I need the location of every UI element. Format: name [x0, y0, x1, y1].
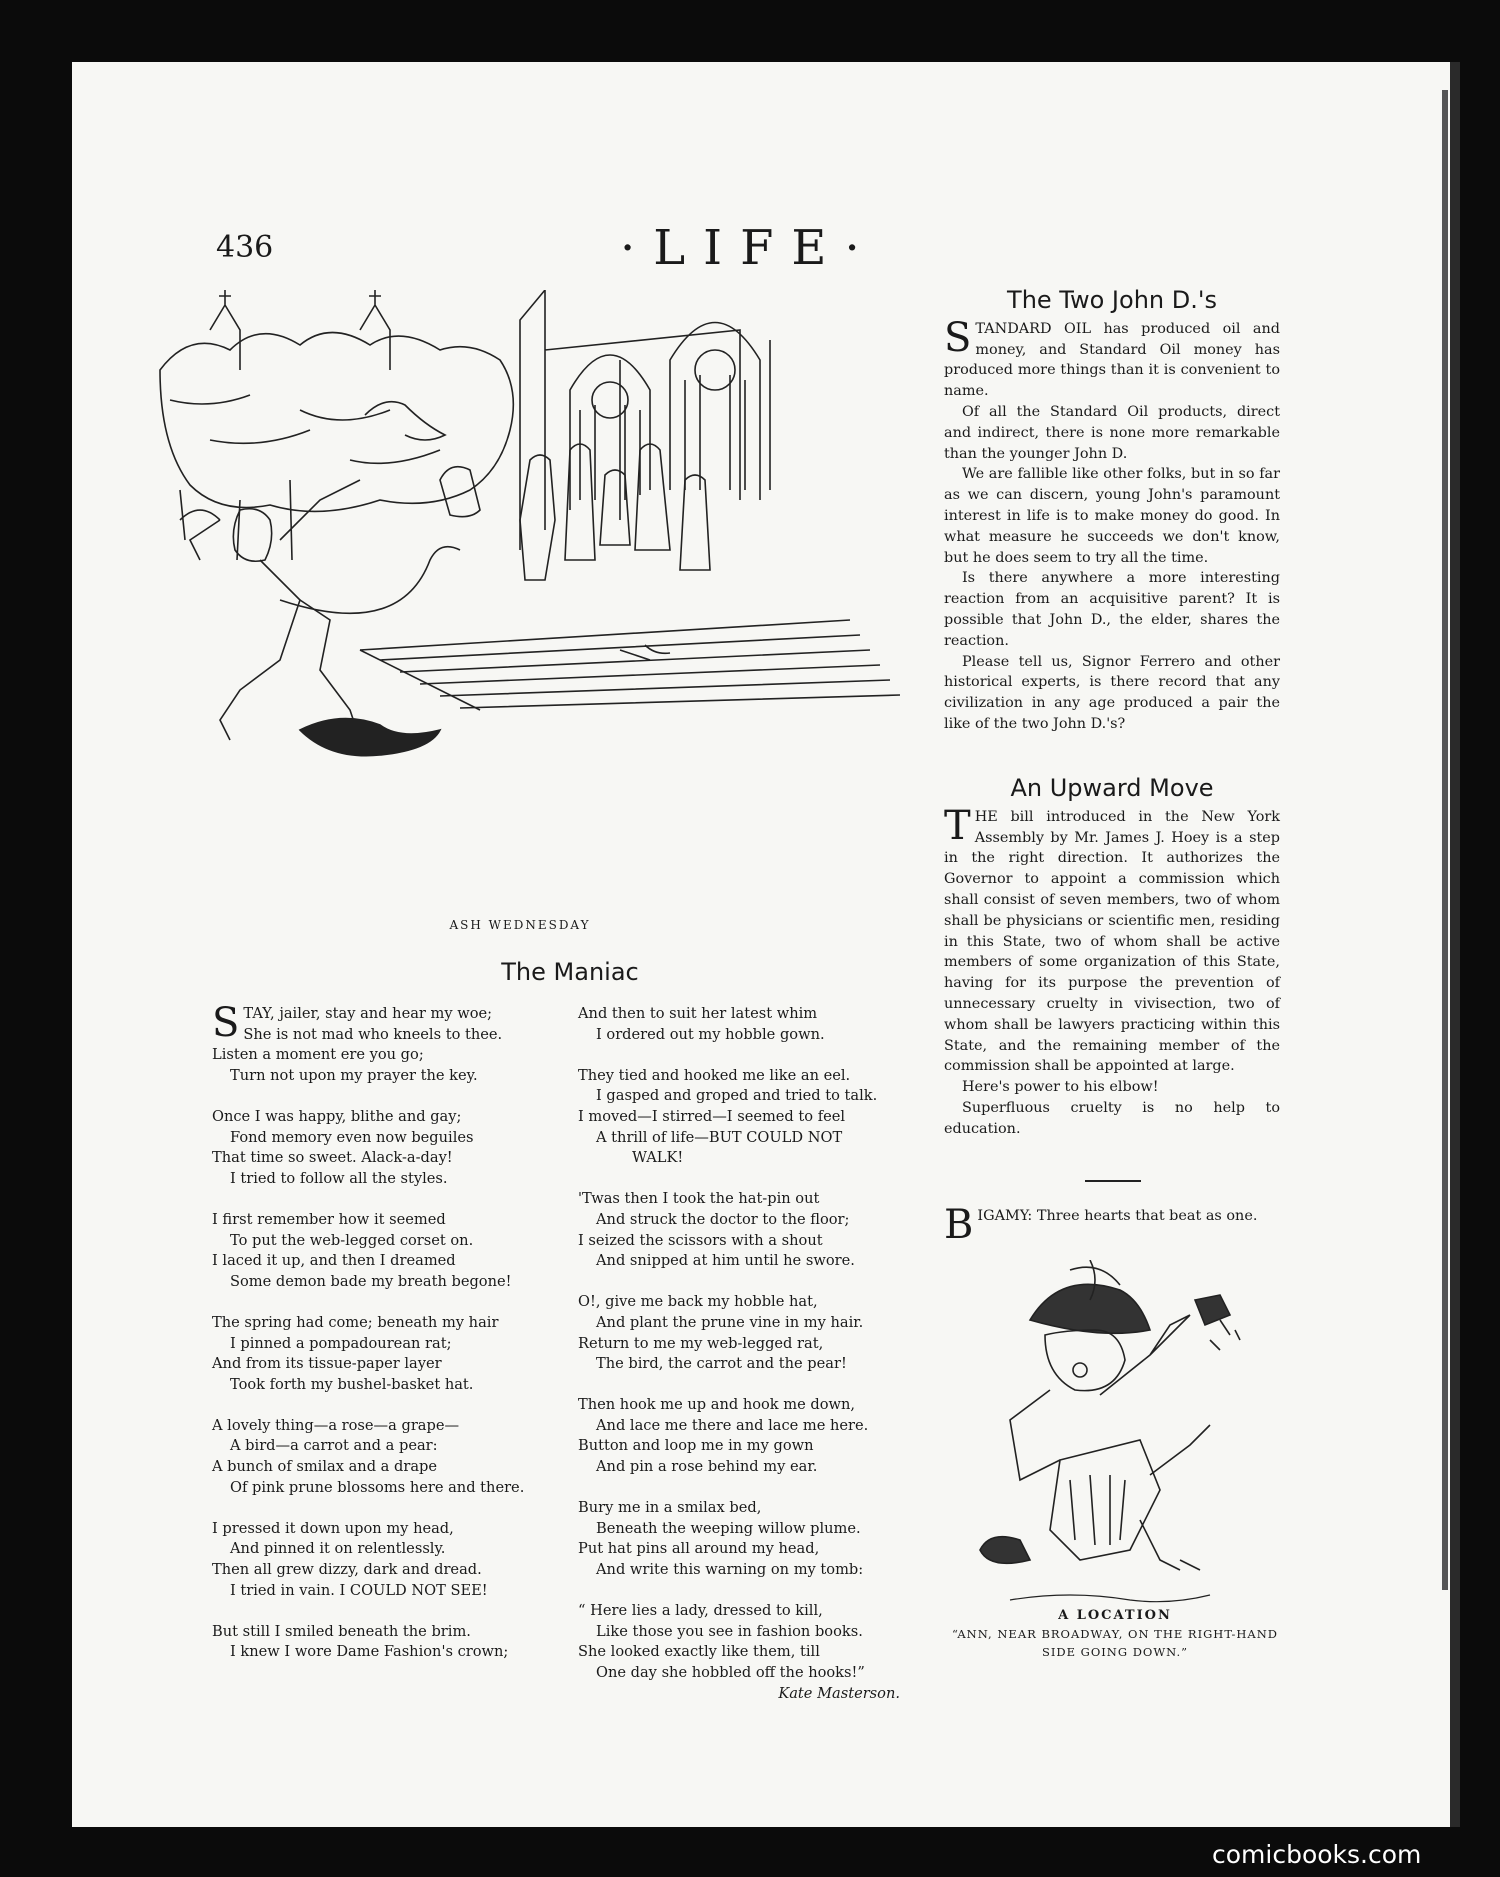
poem-line: They tied and hooked me like an eel.: [578, 1066, 851, 1084]
stanza: [212, 1519, 562, 1601]
poem-line: Bury me in a smilax bed,: [578, 1499, 762, 1517]
page-number: 436: [216, 230, 274, 265]
poem-line: A lovely thing—a rose—a grape—: [212, 1416, 460, 1434]
poem-line: Beneath the weeping willow plume.: [596, 1519, 861, 1537]
poem-line: But still I smiled beneath the brim.: [212, 1622, 471, 1640]
stanza: [578, 1395, 918, 1477]
poem-line: I gasped and groped and tried to talk.: [596, 1087, 878, 1105]
article-title: The Two John D.'s: [1007, 286, 1217, 314]
site-watermark: comicbooks.com: [1212, 1840, 1422, 1869]
poem-line: I ordered out my hobble gown.: [596, 1025, 825, 1043]
stanza: [578, 1189, 918, 1271]
poem-line: “ Here lies a lady, dressed to kill,: [578, 1602, 823, 1620]
poem-line: I laced it up, and then I dreamed: [212, 1252, 456, 1270]
caption-text: “ANN, NEAR BROADWAY, ON THE RIGHT-HAND SIDE GOING DOWN.”: [951, 1627, 1279, 1659]
poem-line: One day she hobbled off the hooks!”: [596, 1664, 865, 1681]
article-paragraph: THE bill introduced in the New York Assembly by Mr. James J. Hoey is a step in the right direction. It authorizes the Governor to appoint a commission which shall consist of seven members, two of whom shall be physicians or scientific men, residing in this State, two of whom shall be active members of some organization of this State, having for its purpose the prevention of unnecessary cruelty in vivisection, two of whom shall be lawyers practicing within this State, and the remaining member of the commission shall be appointed at large.: [944, 802, 1280, 1075]
illustration-caption: ASH WEDNESDAY: [449, 918, 591, 932]
stanza: [212, 1416, 562, 1498]
poem-line: A bird—a carrot and a pear:: [230, 1437, 438, 1455]
section-divider: [1085, 1180, 1141, 1182]
poem-line: Took forth my bushel-basket hat.: [230, 1375, 474, 1393]
poem-line: And pinned it on relentlessly.: [230, 1540, 446, 1558]
poem-line: Turn not upon my prayer the key.: [230, 1066, 478, 1084]
poem-line: To put the web-legged corset on.: [230, 1231, 474, 1249]
page-spine-shadow: [1442, 90, 1448, 1590]
poem-line: That time so sweet. Alack-a-day!: [212, 1149, 453, 1167]
poem-line: I pinned a pompadourean rat;: [230, 1334, 452, 1352]
poem-line: She looked exactly like them, till: [578, 1643, 820, 1661]
article-drop-cap: S: [944, 314, 972, 361]
poem-line: Fond memory even now beguiles: [230, 1128, 474, 1146]
quip-drop-cap: B: [944, 1202, 974, 1248]
poem-line: I tried to follow all the styles.: [230, 1169, 448, 1187]
poem-line: Then hook me up and hook me down,: [578, 1396, 856, 1414]
article-paragraph: Superfluous cruelty is no help to education.: [944, 1099, 1280, 1137]
poem-line: I seized the scissors with a shout: [578, 1231, 823, 1249]
article-paragraph: Is there anywhere a more interesting reaction from an acquisitive parent? It is possible that John D., the elder, shares the reaction.: [944, 570, 1280, 649]
poem-author: Kate Masterson.: [778, 1684, 900, 1702]
poem-line: And pin a rose behind my ear.: [596, 1458, 818, 1476]
poem-line: Once I was happy, blithe and gay;: [212, 1107, 462, 1125]
article-paragraph: Here's power to his elbow!: [962, 1079, 1159, 1096]
stanza: [212, 1313, 562, 1395]
stanza: [578, 1292, 918, 1374]
ash-wednesday-illustration: [150, 290, 910, 920]
article-paragraph: Please tell us, Signor Ferrero and other historical experts, is there record that any civilization in any age produced a pair the like of the two John D.'s?: [944, 653, 1280, 732]
article-paragraph: Of all the Standard Oil products, direct and indirect, there is none more remarkable than the younger John D.: [944, 403, 1280, 462]
article-drop-cap: T: [944, 802, 971, 849]
masthead: ·LIFE·: [620, 220, 878, 276]
poem-title: The Maniac: [501, 958, 639, 986]
stanza: [212, 1107, 562, 1189]
poem-line: Return to me my web-legged rat,: [578, 1334, 824, 1352]
poem-line: Then all grew dizzy, dark and dread.: [212, 1561, 482, 1579]
article-upward-move: [944, 774, 1280, 1140]
poem-line: I first remember how it seemed: [212, 1210, 446, 1228]
poem-line: I tried in vain. I COULD NOT SEE!: [230, 1581, 488, 1599]
article-title: An Upward Move: [1010, 774, 1214, 802]
poem-line: WALK!: [632, 1149, 684, 1167]
poem-line: I pressed it down upon my head,: [212, 1519, 454, 1537]
poem-line: And from its tissue-paper layer: [212, 1355, 442, 1373]
poem-line: And plant the prune vine in my hair.: [596, 1313, 864, 1331]
poem-line: And then to suit her latest whim: [578, 1005, 818, 1022]
article-two-john-ds: [944, 286, 1280, 735]
poem-line: 'Twas then I took the hat-pin out: [578, 1190, 820, 1208]
poem-line: I moved—I stirred—I seemed to feel: [578, 1107, 846, 1125]
bigamy-quip: [944, 1202, 1280, 1248]
stanza: [578, 1498, 918, 1580]
stanza: [212, 1622, 562, 1663]
poem-line: And struck the doctor to the floor;: [596, 1210, 850, 1228]
poem-line: O!, give me back my hobble hat,: [578, 1293, 818, 1311]
poem-line: Listen a moment ere you go;: [212, 1046, 424, 1064]
quip-text: BIGAMY: Three hearts that beat as one.: [944, 1202, 1258, 1248]
poem-line: And write this warning on my tomb:: [596, 1561, 864, 1579]
article-paragraph: STANDARD OIL has produced oil and money, and Standard Oil money has produced more things than it is convenient to name.: [944, 314, 1280, 400]
stanza: [578, 1601, 918, 1683]
poem-line: Some demon bade my breath begone!: [230, 1272, 512, 1290]
poem-line: I knew I wore Dame Fashion's crown;: [230, 1643, 509, 1661]
poem-line: A bunch of smilax and a drape: [212, 1458, 438, 1476]
stanza: [578, 1066, 918, 1169]
poem-line: The spring had come; beneath my hair: [212, 1313, 499, 1331]
poem-column-1: [212, 1000, 562, 1684]
stanza: [212, 1000, 562, 1086]
poem-line: Of pink prune blossoms here and there.: [230, 1478, 525, 1496]
poem-line: Button and loop me in my gown: [578, 1437, 814, 1455]
location-caption: [940, 1606, 1290, 1661]
poem-drop-cap: S: [212, 1000, 240, 1046]
stanza: [578, 1004, 918, 1045]
poem-line: And lace me there and lace me here.: [596, 1416, 869, 1434]
caption-title: A LOCATION: [1058, 1608, 1172, 1623]
poem-line: The bird, the carrot and the pear!: [596, 1355, 847, 1373]
poem-column-2: [578, 1004, 918, 1704]
poem-line: Like those you see in fashion books.: [596, 1622, 863, 1640]
poem-line: A thrill of life—BUT COULD NOT: [596, 1128, 843, 1146]
poem-line: She is not mad who kneels to thee.: [243, 1025, 503, 1043]
poem-line: TAY, jailer, stay and hear my woe;: [243, 1005, 493, 1022]
article-paragraph: We are fallible like other folks, but in so far as we can discern, young John's paramount interest in life is to make money do good. In what measure he succeeds we don't know, but he does seem to try all the time.: [944, 466, 1280, 566]
poem-line: Put hat pins all around my head,: [578, 1540, 820, 1558]
location-illustration: [950, 1260, 1280, 1610]
stanza: [212, 1210, 562, 1292]
poem-line: And snipped at him until he swore.: [596, 1252, 855, 1270]
